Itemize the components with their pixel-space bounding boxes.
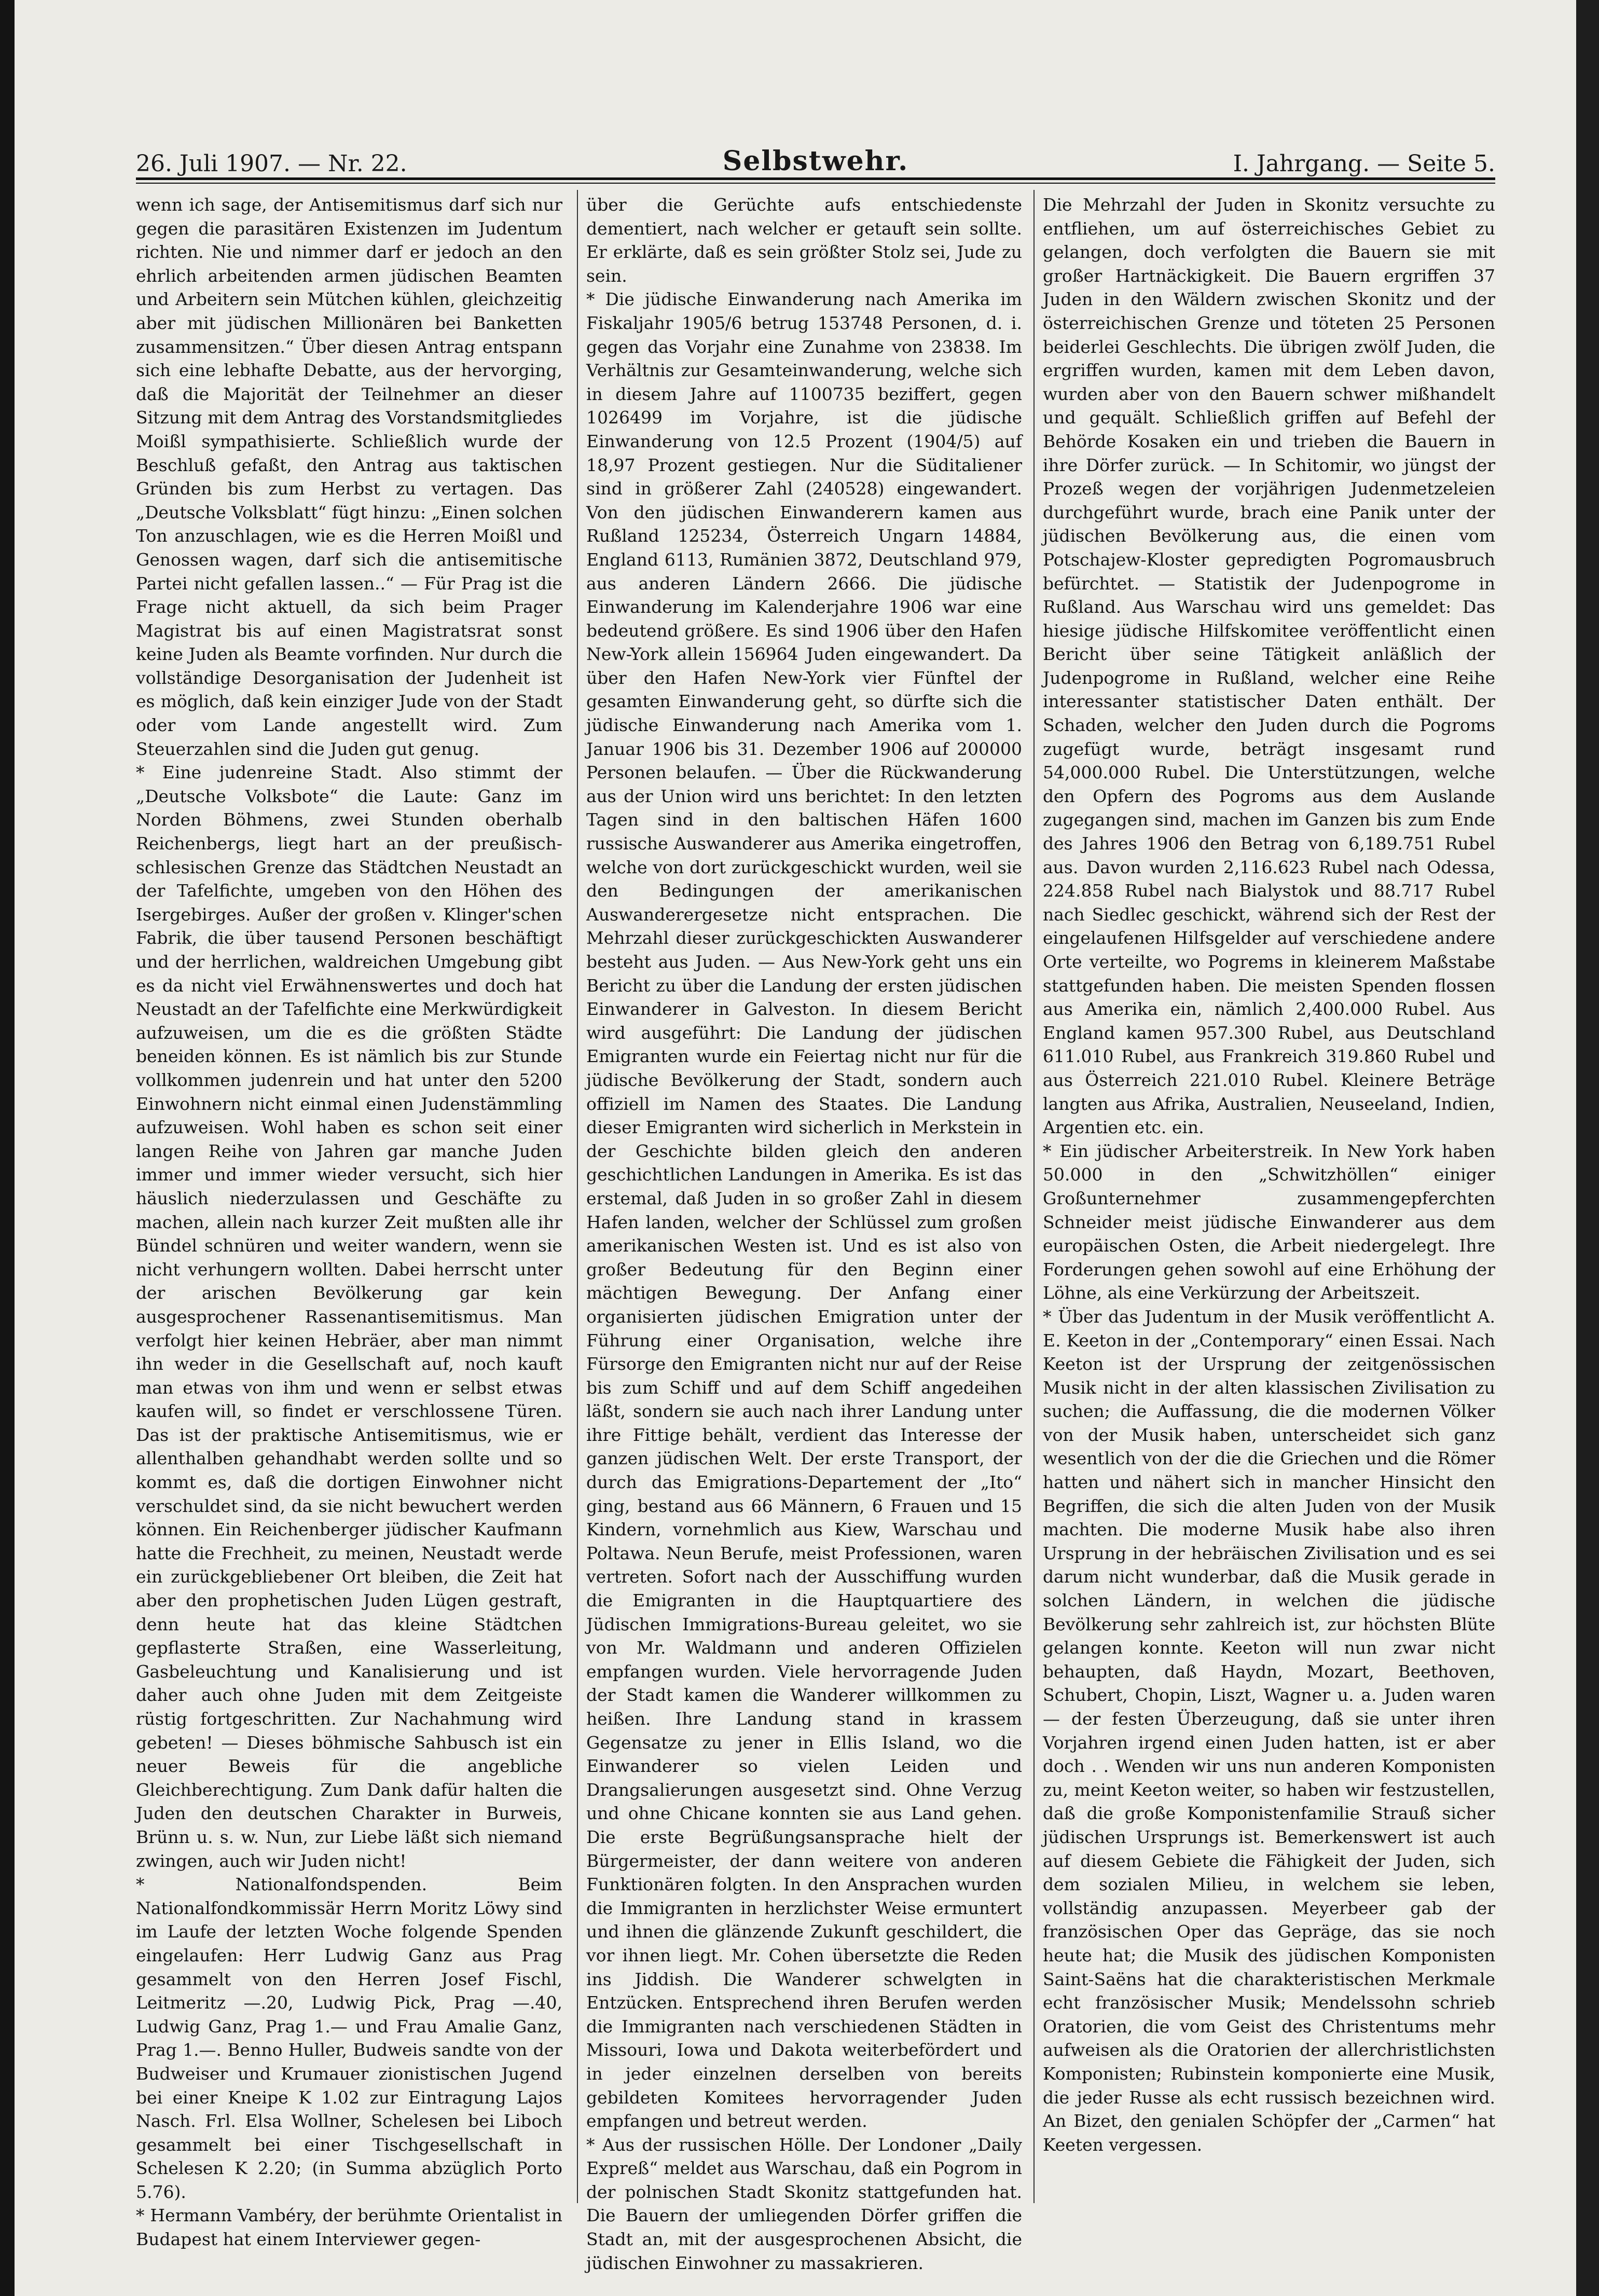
paragraph: * Ein jüdischer Arbeiterstreik. In New York haben 50.000 in den „Schwitzhöllen“ einiger Großunternehmer zusammengepferchten Schneider meist jüdische Einwanderer aus dem europäischen Osten, die Arbeit niedergelegt. Ihre Forderungen gehen sowohl auf eine Erhöhung der Löhne, als eine Verkürzung der Arbeitszeit. [1043, 1140, 1495, 1303]
paragraph: über die Gerüchte aufs entschiedenste dementiert, nach welcher er getauft sein sollte. Er erklärte, daß es sein größter Stolz sei, Jude zu sein. [586, 195, 1022, 286]
header-date-issue: 26. Juli 1907. — Nr. 22. [136, 150, 407, 177]
text-column-1 [136, 193, 562, 2250]
column-divider [1033, 190, 1035, 2203]
paragraph: * Hermann Vambéry, der berühmte Orientalist in Budapest hat einem Interviewer gegen- [136, 2205, 562, 2250]
paragraph: * Nationalfondspenden. Beim Nationalfondkommissär Herrn Moritz Löwy sind im Laufe der letzten Woche folgende Spenden eingelaufen: Herr Ludwig Ganz aus Prag gesammelt von den Herren Josef Fischl, Leitmeritz —.20, Ludwig Pick, Prag —.40, Ludwig Ganz, Prag 1.— und Frau Amalie Ganz, Prag 1.—. Benno Huller, Budweis sandte von der Budweiser und Krumauer zionistischen Jugend bei einer Kneipe K 1.02 zur Eintragung Lajos Nasch. Frl. Elsa Wollner, Schelesen bei Liboch gesammelt bei einer Tischgesellschaft in Schelesen K 2.20; (in Summa abzüglich Porto 5.76). [136, 1874, 562, 2202]
scan-dark-edge [0, 0, 15, 2296]
text-column-2 [586, 193, 1022, 2273]
paragraph: * Aus der russischen Hölle. Der Londoner „Daily Expreß“ meldet aus Warschau, daß ein Pogrom in der polnischen Stadt Skonitz stattgefunden hat. Die Bauern der umliegenden Dörfer griffen die Stadt an, mit der ausgesprochenen Absicht, die jüdischen Einwohner zu massakrieren. [586, 2134, 1022, 2273]
paragraph: * Über das Judentum in der Musik veröffentlicht A. E. Keeton in der „Contemporary“ einen Essai. Nach Keeton ist der Ursprung der zeitgenössischen Musik nicht in der alten klassischen Zivilisation zu suchen; die Auffassung, die die modernen Völker von der Musik haben, unterscheidet sich ganz wesentlich von der die die Griechen und die Römer hatten und nähert sich in mancher Hinsicht den Begriffen, die sich die alten Juden von der Musik machten. Die moderne Musik habe also ihren Ursprung in der hebräischen Zivilisation und es sei darum nicht wunderbar, daß die Musik gerade in solchen Ländern, in welchen die jüdische Bevölkerung sehr zahlreich ist, zur höchsten Blüte gelangen konnte. Keeton will nun zwar nicht behaupten, daß Haydn, Mozart, Beethoven, Schubert, Chopin, Liszt, Wagner u. a. Juden waren — der festen Überzeugung, daß sie unter ihren Vorjahren irgend einen Juden hatten, ist er aber doch . . Wenden wir uns nun anderen Komponisten zu, meint Keeton weiter, so haben wir festzustellen, daß die große Komponistenfamilie Strauß sicher jüdischen Ursprungs ist. Bemerkenswert ist auch auf diesem Gebiete die Fähigkeit der Juden, sich dem sozialen Milieu, in welchem sie leben, vollständig anzupassen. Meyerbeer gab der französischen Oper das Gepräge, das sie noch heute hat; die Musik des jüdischen Komponisten Saint-Saëns hat die charakteristischen Merkmale echt französischer Musik; Mendelssohn schrieb Oratorien, die vom Geist des Christentums mehr aufweisen als die Oratorien der allerchristlichsten Komponisten; Rubinstein komponierte eine Musik, die jeder Russe als echt russisch bezeichnen wird. An Bizet, den genialen Schöpfer der „Carmen“ hat Keeten vergessen. [1043, 1306, 1495, 2155]
column-divider [577, 190, 578, 2203]
paragraph: * Die jüdische Einwanderung nach Amerika im Fiskaljahr 1905/6 betrug 153748 Personen, d. i. gegen das Vorjahr eine Zunahme von 23838. Im Verhältnis zur Gesamteinwanderung, welche sich in diesem Jahre auf 1100735 beziffert, gegen 1026499 im Vorjahre, ist die jüdische Einwanderung von 12.5 Prozent (1904/5) auf 18,97 Prozent gestiegen. Nur die Süditaliener sind in größerer Zahl (240528) eingewandert. Von den jüdischen Einwanderern kamen aus Rußland 125234, Österreich Ungarn 14884, England 6113, Rumänien 3872, Deutschland 979, aus anderen Ländern 2666. Die jüdische Einwanderung im Kalenderjahre 1906 war eine bedeutend größere. Es sind 1906 über den Hafen New-York allein 156964 Juden eingewandert. Da über den Hafen New-York vier Fünftel der gesamten Einwanderung geht, so dürfte sich die jüdische Einwanderung nach Amerika vom 1. Januar 1906 bis 31. Dezember 1906 auf 200000 Personen belaufen. — Über die Rückwanderung aus der Union wird uns berichtet: In den letzten Tagen sind in den baltischen Häfen 1600 russische Auswanderer aus Amerika eingetroffen, welche von dort zurückgeschickt wurden, weil sie den Bedingungen der amerikanischen Auswanderergesetze nicht entsprachen. Die Mehrzahl dieser zurückgeschickten Auswanderer besteht aus Juden. — Aus New-York geht uns ein Bericht zu über die Landung der ersten jüdischen Einwanderer in Galveston. In diesem Bericht wird ausgeführt: Die Landung der jüdischen Emigranten wurde ein Feiertag nicht nur für die jüdische Bevölkerung der Stadt, sondern auch offiziell im Namen des Staates. Die Landung dieser Emigranten wird sicherlich in Merkstein in der Geschichte bilden gleich den anderen geschichtlichen Landungen in Amerika. Es ist das erstemal, daß Juden in so großer Zahl in diesem Hafen landen, welcher der Schlüssel zum großen amerikanischen Westen ist. Und es ist also von großer Bedeutung für den Beginn einer mächtigen Bewegung. Der Anfang einer organisierten jüdischen Emigration unter der Führung einer Organisation, welche ihre Fürsorge den Emigranten nicht nur auf der Reise bis zum Schiff und auf dem Schiff angedeihen läßt, sondern sie auch nach ihrer Landung unter ihre Fittige behält, verdient das Interesse der ganzen jüdischen Welt. Der erste Transport, der durch das Emigrations-Departement der „Ito“ ging, bestand aus 66 Männern, 6 Frauen und 15 Kindern, vornehmlich aus Kiew, Warschau und Poltawa. Neun Berufe, meist Professionen, waren vertreten. Sofort nach der Ausschiffung wurden die Emigranten in die Hauptquartiere des Jüdischen Immigrations-Bureau geleitet, wo sie von Mr. Waldmann und anderen Offizielen empfangen wurden. Viele hervorragende Juden der Stadt kamen die Wanderer willkommen zu heißen. Ihre Landung stand in krassem Gegensatze zu jener in Ellis Island, wo die Einwanderer so vielen Leiden und Drangsalierungen ausgesetzt sind. Ohne Verzug und ohne Chicane konnten sie aus Land gehen. Die erste Begrüßungsansprache hielt der Bürgermeister, der dann weitere von anderen Funktionären folgten. In den Ansprachen wurden die Immigranten in herzlichster Weise ermuntert und ihnen die glänzende Zukunft geschildert, die vor ihnen liegt. Mr. Cohen übersetzte die Reden ins Jiddish. Die Wanderer schwelgten in Entzücken. Entsprechend ihren Berufen werden die Immigranten nach verschiedenen Städten in Missouri, Iowa und Dakota weiterbefördert und in jeder einzelnen derselben von bereits gebildeten Komitees hervorragender Juden empfangen und betreut werden. [586, 289, 1022, 2132]
header-title: Selbstwehr. [722, 145, 909, 177]
paragraph: wenn ich sage, der Antisemitismus darf sich nur gegen die parasitären Existenzen im Judentum richten. Nie und nimmer darf er jedoch an den ehrlich arbeitenden armen jüdischen Beamten und Arbeitern sein Mütchen kühlen, gleichzeitig aber mit jüdischen Millionären bei Banketten zusammensitzen.“ Über diesen Antrag entspann sich eine lebhafte Debatte, aus der hervorging, daß die Majorität der Teilnehmer an dieser Sitzung mit dem Antrag des Vorstandsmitgliedes Moißl sympathisierte. Schließlich wurde der Beschluß gefaßt, den Antrag aus taktischen Gründen bis zum Herbst zu vertagen. Das „Deutsche Volksblatt“ fügt hinzu: „Einen solchen Ton anzuschlagen, wie es die Herren Moißl und Genossen wagen, darf sich die antisemitische Partei nicht gefallen lassen..“ — Für Prag ist die Frage nicht aktuell, da sich beim Prager Magistrat bis auf einen Magistratsrat sonst keine Juden als Beamte vorfinden. Nur durch die vollständige Desorganisation der Judenheit ist es möglich, daß kein einziger Jude von der Stadt oder vom Lande angestellt wird. Zum Steuerzahlen sind die Juden gut genug. [136, 195, 562, 759]
header-rule-thick [136, 177, 1495, 180]
header-rule-thin [136, 183, 1495, 184]
text-column-3 [1043, 193, 1495, 2201]
paragraph: Die Mehrzahl der Juden in Skonitz versuchte zu entfliehen, um auf österreichisches Gebiet zu gelangen, doch verfolgten die Bauern sie mit großer Hartnäckigkeit. Die Bauern ergriffen 37 Juden in den Wäldern zwischen Skonitz und der österreichischen Grenze und töteten 25 Personen beiderlei Geschlechts. Die übrigen zwölf Juden, die ergriffen wurden, kamen mit dem Leben davon, wurden aber von den Bauern schwer mißhandelt und gequält. Schließlich griffen auf Befehl der Behörde Kosaken ein und trieben die Bauern in ihre Dörfer zurück. — In Schitomir, wo jüngst der Prozeß wegen der vorjährigen Judenmetzeleien durchgeführt wurde, brach eine Panik unter der jüdischen Bevölkerung aus, die einen vom Potschajew-Kloster gepredigten Pogromausbruch befürchtet. — Statistik der Judenpogrome in Rußland. Aus Warschau wird uns gemeldet: Das hiesige jüdische Hilfskomitee veröffentlicht einen Bericht über seine Tätigkeit anläßlich der Judenpogrome in Rußland, welcher eine Reihe interessanter statistischer Daten enthält. Der Schaden, welcher den Juden durch die Pogroms zugefügt wurde, beträgt insgesamt rund 54,000.000 Rubel. Die Unterstützungen, welche den Opfern des Pogroms aus dem Auslande zugegangen sind, machen im Ganzen bis zum Ende des Jahres 1906 den Betrag von 6,189.751 Rubel aus. Davon wurden 2,116.623 Rubel nach Odessa, 224.858 Rubel nach Bialystok und 88.717 Rubel nach Siedlec geschickt, während sich der Rest der eingelaufenen Hilfsgelder auf verschiedene andere Orte verteilte, wo Pogrems in kleinerem Maßstabe stattgefunden haben. Die meisten Spenden flossen aus Amerika ein, nämlich 2,400.000 Rubel. Aus England kamen 957.300 Rubel, aus Deutschland 611.010 Rubel, aus Frankreich 319.860 Rubel und aus Österreich 221.010 Rubel. Kleinere Beträge langten aus Afrika, Australien, Neuseeland, Indien, Argentien etc. ein. [1043, 195, 1495, 1138]
header-volume-page: I. Jahrgang. — Seite 5. [1233, 150, 1495, 177]
paragraph: * Eine judenreine Stadt. Also stimmt der „Deutsche Volksbote“ die Laute: Ganz im Norden Böhmens, zwei Stunden oberhalb Reichenbergs, liegt hart an der preußisch-schlesischen Grenze das Städtchen Neustadt an der Tafelfichte, umgeben von den Höhen des Isergebirges. Außer der großen v. Klinger'schen Fabrik, die über tausend Personen beschäftigt und der herrlichen, waldreichen Umgebung gibt es da nicht viel Erwähnenswertes und doch hat Neustadt an der Tafelfichte eine Merkwürdigkeit aufzuweisen, um die es die größten Städte beneiden können. Es ist nämlich bis zur Stunde vollkommen judenrein und hat unter den 5200 Einwohnern nicht einmal einen Judenstämmling aufzuweisen. Wohl haben es schon seit einer langen Reihe von Jahren gar manche Juden immer und immer wieder versucht, sich hier häuslich niederzulassen und Geschäfte zu machen, allein nach kurzer Zeit mußten alle ihr Bündel schnüren und weiter wandern, wenn sie nicht verhungern wollten. Dabei herrscht unter der arischen Bevölkerung gar kein ausgesprochener Rassenantisemitismus. Man verfolgt hier keinen Hebräer, aber man nimmt ihn weder in die Gesellschaft auf, noch kauft man etwas von ihm und wenn er selbst etwas kaufen will, so findet er verschlossene Türen. Das ist der praktische Antisemitismus, wie er allenthalben gehandhabt werden sollte und so kommt es, daß die dortigen Einwohner nicht verschuldet sind, da sie nicht bewuchert werden können. Ein Reichenberger jüdischer Kaufmann hatte die Frechheit, zu meinen, Neustadt werde ein zurückgebliebener Ort bleiben, die Zeit hat aber den prophetischen Juden Lügen gestraft, denn heute hat das kleine Städtchen gepflasterte Straßen, eine Wasserleitung, Gasbeleuchtung und Kanalisierung und ist daher auch ohne Juden mit dem Zeitgeiste rüstig fortgeschritten. Zur Nachahmung wird gebeten! — Dieses böhmische Sahbusch ist ein neuer Beweis für die angebliche Gleichberechtigung. Zum Dank dafür halten die Juden den deutschen Charakter in Burweis, Brünn u. s. w. Nun, zur Liebe läßt sich niemand zwingen, auch wir Juden nicht! [136, 762, 562, 1871]
